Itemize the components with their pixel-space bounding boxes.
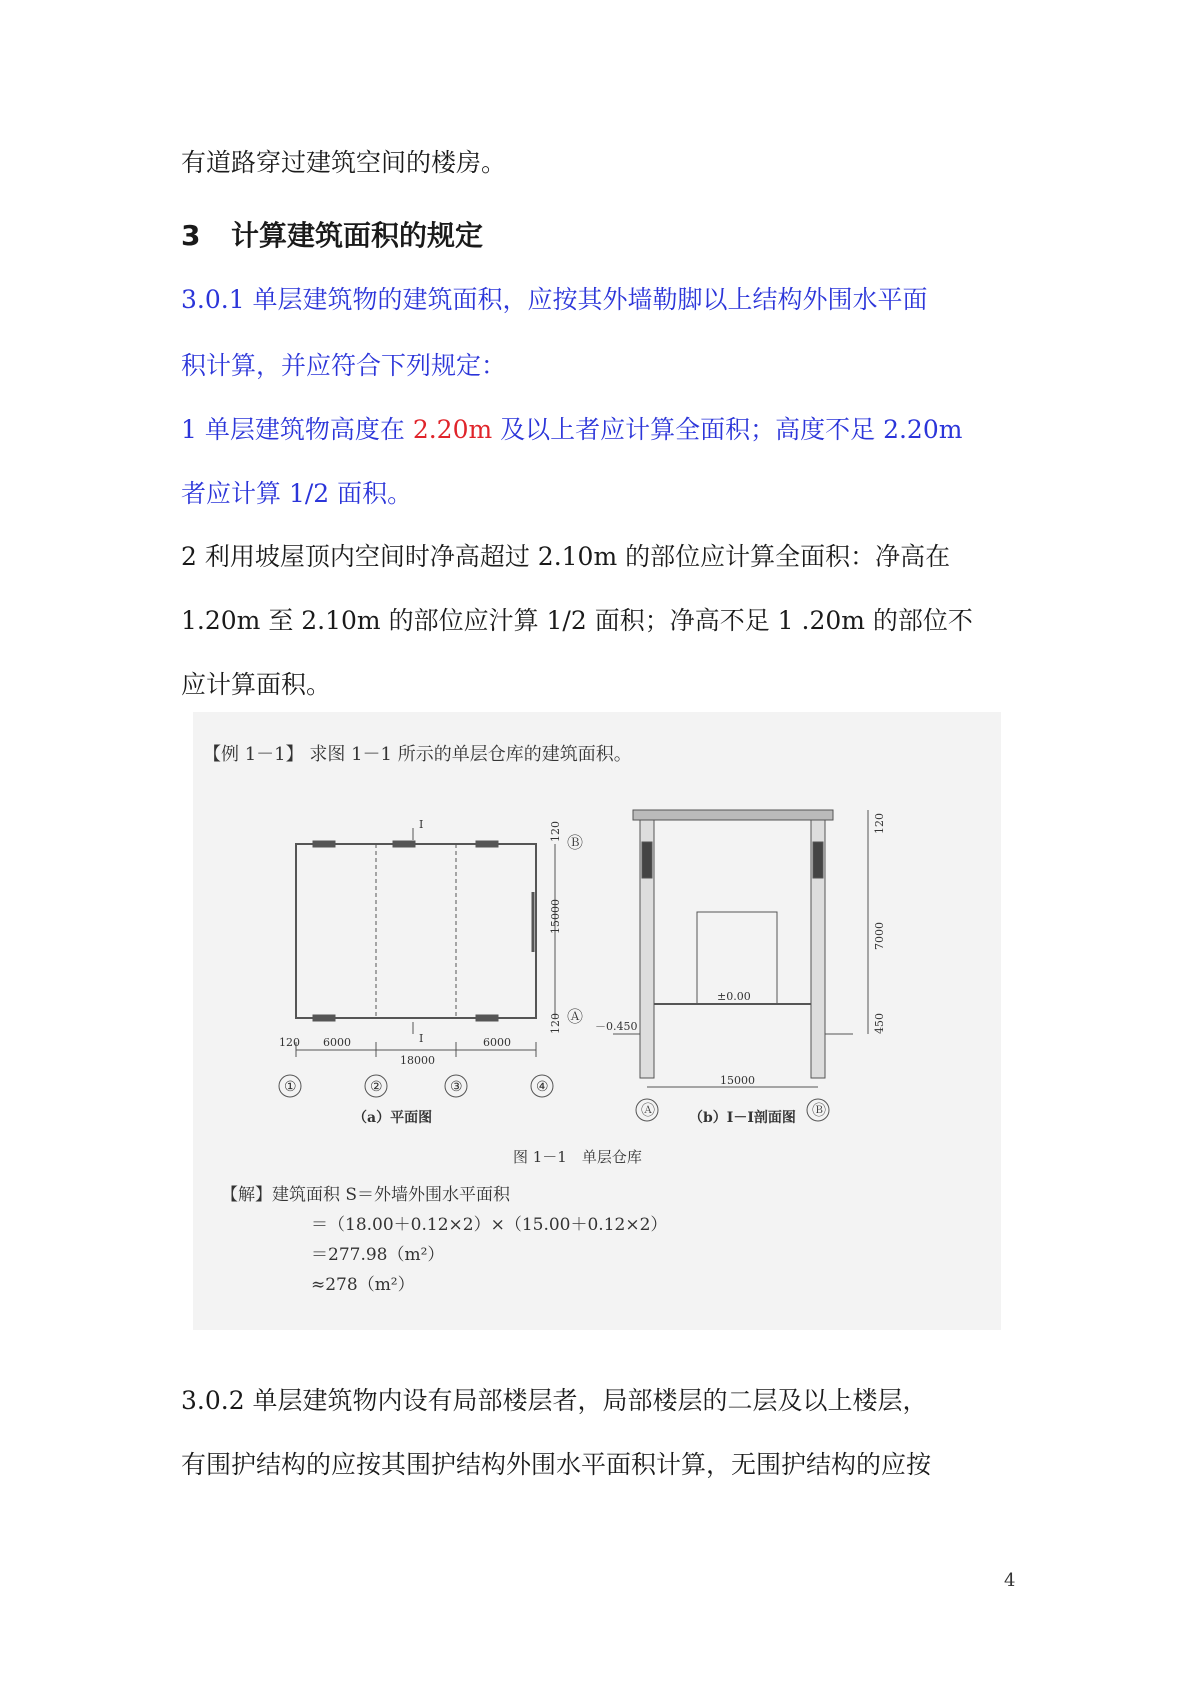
item-1-text-b: 及以上者应计算全面积；高度不足 2.20m: [492, 415, 963, 444]
solution-block: [221, 1185, 667, 1295]
cut-mark-label-bottom: Ⅰ: [419, 1032, 424, 1045]
plan-dim-top-wall: 120: [549, 821, 562, 842]
solution-line-2: ＝（18.00＋0.12×2）×（15.00＋0.12×2）: [311, 1215, 668, 1235]
item-2-line-2: 1.20m 至 2.10m 的部位应汁算 1/2 面积；净高不足 1 .20m 的部位不: [181, 606, 973, 635]
solution-line-1: 【解】建筑面积 S＝外墙外围水平面积: [221, 1185, 511, 1205]
item-1-text-a: 1 单层建筑物高度在: [181, 415, 413, 444]
section-span-label: 15000: [720, 1074, 755, 1087]
plan-window: [476, 1015, 498, 1021]
plan-dim-wall: 120: [279, 1036, 300, 1049]
item-1-line-2: 者应计算 1/2 面积。: [181, 479, 413, 508]
plan-labels: [279, 818, 583, 1126]
section-height-label: 7000: [873, 922, 886, 950]
clause-301-line-1: 3.0.1 单层建筑物的建筑面积，应按其外墙勒脚以上结构外围水平面: [181, 285, 928, 314]
plan-axis-4: ④: [536, 1079, 549, 1095]
item-2-line-3: 应计算面积。: [181, 670, 332, 699]
section-labels: [595, 813, 886, 1126]
plan-axis-1: ①: [284, 1079, 297, 1095]
solution-line-4: ≈278（m²）: [311, 1275, 415, 1295]
plan-caption: （a）平面图: [353, 1110, 433, 1126]
clause-302-line-2: 有围护结构的应按其围护结构外围水平面积计算，无围护结构的应按: [181, 1450, 932, 1479]
section-heading: [181, 218, 483, 254]
section-window-left: [642, 842, 652, 878]
clause-302-line-1: 3.0.2 单层建筑物内设有局部楼层者，局部楼层的二层及以上楼层，: [181, 1386, 928, 1415]
figure-drawing: [193, 712, 1001, 1330]
section-roof: [633, 810, 833, 820]
section-axis-A: Ⓐ: [641, 1103, 655, 1119]
plan-dim-depth: 15000: [549, 899, 562, 934]
plan-dim-bay2: 6000: [483, 1036, 511, 1049]
item-2-line-1: 2 利用坡屋顶内空间时净高超过 2.10m 的部位应计算全面积：净高在: [181, 542, 951, 571]
plan-axis-3: ③: [450, 1079, 463, 1095]
plan-dim-bottom-wall: 120: [549, 1013, 562, 1034]
section-floor-level: ±0.00: [717, 990, 751, 1003]
item-1-highlight: 2.20m: [412, 415, 493, 444]
example-title: 【例 1－1】 求图 1－1 所示的单层仓库的建筑面积。: [203, 744, 632, 765]
plan-axis-A: Ⓐ: [567, 1007, 584, 1026]
solution-line-3: ＝277.98（m²）: [311, 1245, 445, 1265]
plan-dim-bay1: 6000: [323, 1036, 351, 1049]
section-base-label: 450: [873, 1013, 886, 1034]
plan-window: [393, 841, 415, 847]
heading-number: 3: [181, 219, 201, 252]
section-axis-B: Ⓑ: [812, 1103, 826, 1119]
clause-301-line-2: 积计算，并应符合下列规定：: [181, 351, 507, 380]
item-1-line-1: [181, 413, 962, 447]
section-ground-level: －0.450: [595, 1020, 638, 1033]
figure-caption: 图 1－1 单层仓库: [513, 1148, 642, 1166]
example-figure: [193, 712, 1001, 1330]
plan-window: [313, 841, 335, 847]
plan-outline: [296, 844, 536, 1018]
plan-axis-2: ②: [370, 1079, 383, 1095]
plan-dim-total: 18000: [400, 1054, 435, 1067]
page-number: 4: [1004, 1570, 1016, 1591]
plan-window: [476, 841, 498, 847]
section-window-right: [813, 842, 823, 878]
plan-axis-B: Ⓑ: [567, 833, 584, 852]
text-line-1: 有道路穿过建筑空间的楼房。: [181, 148, 507, 177]
cut-mark-label-top: Ⅰ: [419, 818, 424, 831]
section-top-label: 120: [873, 813, 886, 834]
section-caption: （b）Ⅰ－Ⅰ剖面图: [689, 1110, 796, 1126]
heading-title: 计算建筑面积的规定: [231, 219, 484, 252]
plan-window: [313, 1015, 335, 1021]
